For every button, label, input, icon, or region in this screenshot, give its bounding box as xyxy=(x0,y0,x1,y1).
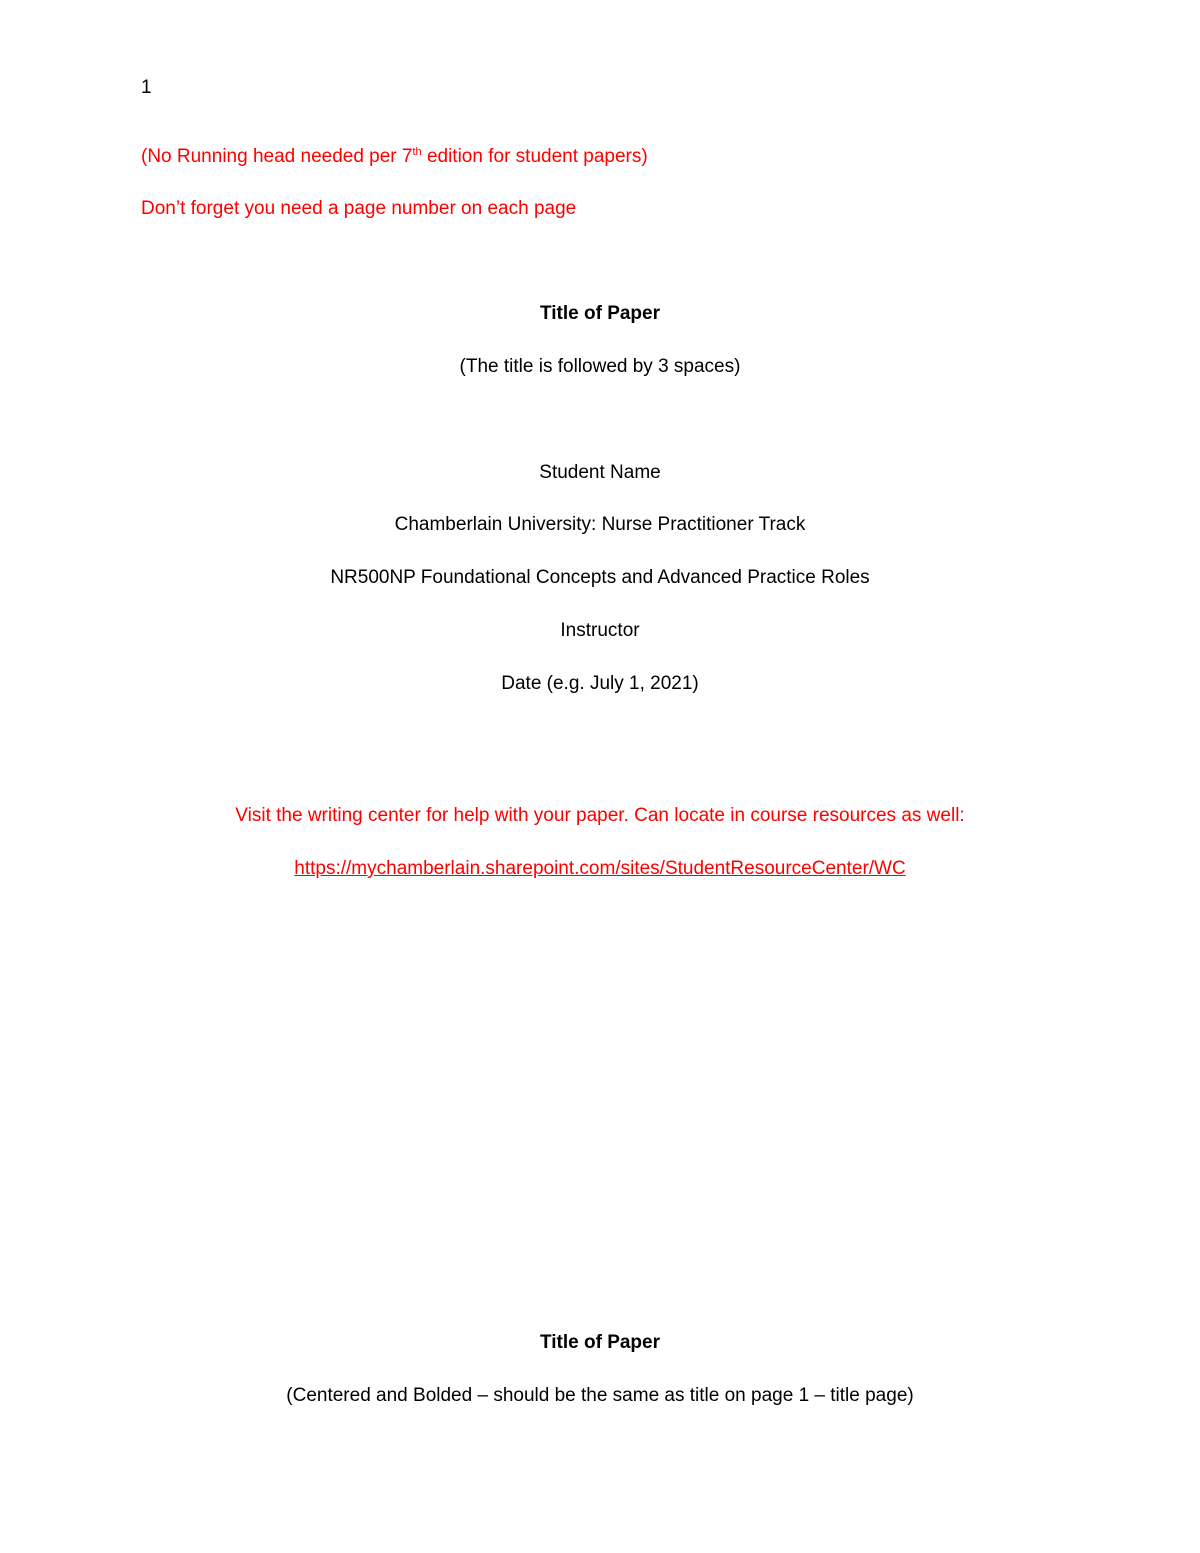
running-head-note-text: (No Running head needed per 7 xyxy=(141,146,413,167)
writing-center-note: Visit the writing center for help with your paper. Can locate in course resources as well: xyxy=(235,805,965,826)
body-title-note: (Centered and Bolded – should be the same as title on page 1 – title page) xyxy=(286,1385,914,1406)
student-name: Student Name xyxy=(539,462,661,483)
university-name: Chamberlain University: Nurse Practitioner Track xyxy=(394,514,806,535)
writing-center-link[interactable]: https://mychamberlain.sharepoint.com/sites/StudentResourceCenter/WC xyxy=(294,858,906,879)
running-head-note-text-end: edition for student papers) xyxy=(421,146,648,167)
page-number-note: Don’t forget you need a page number on each page xyxy=(141,198,577,219)
title-spacing-note: (The title is followed by 3 spaces) xyxy=(459,356,741,377)
instructor: Instructor xyxy=(560,620,640,641)
body-page-title: Title of Paper xyxy=(539,1332,660,1353)
date: Date (e.g. July 1, 2021) xyxy=(501,673,699,694)
course-name: NR500NP Foundational Concepts and Advanced Practice Roles xyxy=(330,567,870,588)
running-head-note-superscript: th xyxy=(412,146,422,158)
writing-center-link-row xyxy=(0,857,1200,881)
page-number: 1 xyxy=(141,77,152,98)
running-head-note xyxy=(141,145,648,169)
title-page-title: Title of Paper xyxy=(539,303,660,324)
